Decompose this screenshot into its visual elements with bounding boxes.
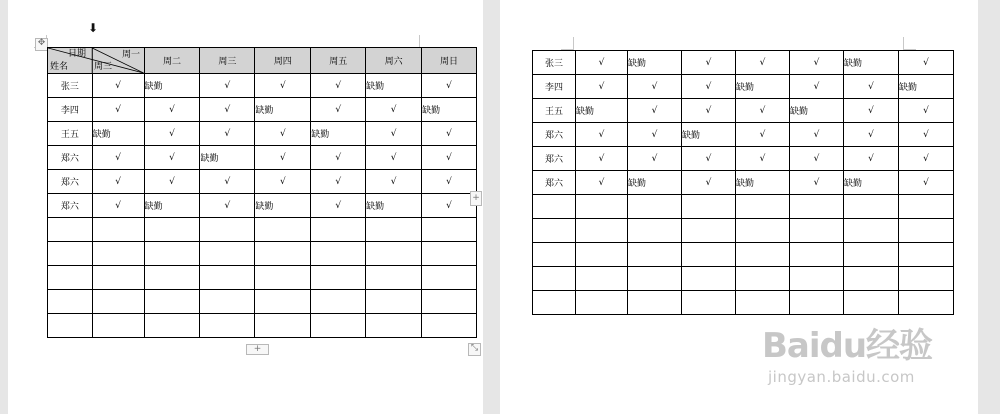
attendance-cell[interactable]: 缺勤 (628, 51, 682, 75)
margin-corner-top-right (903, 37, 916, 50)
attendance-cell[interactable]: √ (311, 194, 366, 218)
empty-cell[interactable] (366, 290, 422, 314)
empty-row (533, 243, 954, 267)
empty-cell[interactable] (48, 314, 93, 338)
empty-row (48, 218, 477, 242)
attendance-cell[interactable]: √ (144, 122, 200, 146)
empty-cell[interactable] (576, 219, 628, 243)
empty-cell[interactable] (533, 291, 576, 315)
attendance-cell[interactable]: 缺勤 (422, 98, 477, 122)
attendance-cell[interactable]: √ (576, 51, 628, 75)
empty-cell[interactable] (899, 195, 954, 219)
empty-cell[interactable] (533, 195, 576, 219)
empty-cell[interactable] (844, 291, 899, 315)
attendance-cell[interactable]: √ (628, 75, 682, 99)
name-cell[interactable]: 王五 (48, 122, 93, 146)
empty-cell[interactable] (736, 267, 790, 291)
empty-cell[interactable] (311, 290, 366, 314)
header-name-label: 姓名 (50, 62, 69, 72)
attendance-table-right (532, 50, 954, 315)
attendance-cell[interactable]: √ (844, 75, 899, 99)
empty-cell[interactable] (92, 290, 144, 314)
attendance-cell[interactable]: 缺勤 (899, 75, 954, 99)
table-move-handle-icon[interactable]: ✥ (35, 38, 48, 51)
empty-cell[interactable] (844, 195, 899, 219)
name-cell[interactable]: 郑六 (48, 146, 93, 170)
attendance-cell[interactable]: √ (628, 123, 682, 147)
table-row (533, 147, 954, 171)
empty-cell[interactable] (422, 290, 477, 314)
name-cell[interactable]: 郑六 (48, 194, 93, 218)
attendance-cell[interactable]: √ (736, 51, 790, 75)
name-cell[interactable]: 王五 (533, 99, 576, 123)
attendance-cell[interactable]: √ (255, 146, 311, 170)
attendance-cell[interactable]: 缺勤 (366, 74, 422, 98)
header-day-cell[interactable]: 周日 (422, 48, 477, 74)
attendance-cell[interactable]: √ (255, 74, 311, 98)
attendance-cell[interactable]: √ (366, 146, 422, 170)
attendance-cell[interactable]: √ (92, 98, 144, 122)
empty-cell[interactable] (628, 195, 682, 219)
header-day-cell[interactable]: 周六 (366, 48, 422, 74)
empty-row (533, 291, 954, 315)
attendance-cell[interactable]: 缺勤 (92, 122, 144, 146)
attendance-cell[interactable]: √ (255, 122, 311, 146)
attendance-cell[interactable]: √ (144, 98, 200, 122)
table-row (533, 75, 954, 99)
empty-cell[interactable] (576, 243, 628, 267)
attendance-cell[interactable]: 缺勤 (790, 99, 844, 123)
attendance-cell[interactable]: 缺勤 (736, 171, 790, 195)
empty-cell[interactable] (844, 267, 899, 291)
attendance-cell[interactable]: √ (92, 74, 144, 98)
attendance-cell[interactable]: √ (682, 51, 736, 75)
attendance-cell[interactable]: √ (311, 74, 366, 98)
attendance-cell[interactable]: √ (844, 99, 899, 123)
attendance-cell[interactable]: √ (736, 147, 790, 171)
attendance-cell[interactable]: √ (736, 123, 790, 147)
empty-cell[interactable] (366, 218, 422, 242)
empty-cell[interactable] (144, 266, 200, 290)
empty-cell[interactable] (899, 219, 954, 243)
margin-corner-top-left (561, 37, 574, 50)
attendance-cell[interactable]: 缺勤 (844, 171, 899, 195)
attendance-cell[interactable]: √ (790, 123, 844, 147)
attendance-cell[interactable]: √ (899, 99, 954, 123)
attendance-cell[interactable]: √ (790, 171, 844, 195)
empty-cell[interactable] (736, 243, 790, 267)
attendance-cell[interactable]: √ (144, 146, 200, 170)
name-cell[interactable]: 张三 (48, 74, 93, 98)
empty-row (48, 290, 477, 314)
empty-cell[interactable] (422, 218, 477, 242)
header-day-cell[interactable]: 周二 (144, 48, 200, 74)
attendance-cell[interactable]: 缺勤 (200, 146, 255, 170)
table-row (48, 74, 477, 98)
empty-cell[interactable] (311, 218, 366, 242)
empty-cell[interactable] (790, 267, 844, 291)
attendance-cell[interactable]: √ (200, 74, 255, 98)
empty-cell[interactable] (92, 266, 144, 290)
empty-cell[interactable] (92, 242, 144, 266)
empty-cell[interactable] (48, 266, 93, 290)
empty-cell[interactable] (899, 243, 954, 267)
empty-cell[interactable] (736, 219, 790, 243)
attendance-cell[interactable]: √ (790, 75, 844, 99)
attendance-cell[interactable]: √ (422, 146, 477, 170)
name-cell[interactable]: 郑六 (533, 147, 576, 171)
header-monday-label: 周一 (122, 50, 141, 60)
empty-cell[interactable] (255, 266, 311, 290)
table-header-row (48, 48, 477, 74)
empty-cell[interactable] (899, 267, 954, 291)
document-page-right (500, 0, 978, 414)
empty-cell[interactable] (533, 267, 576, 291)
empty-row (48, 242, 477, 266)
column-select-arrow-icon[interactable]: ⬇ (88, 21, 99, 35)
empty-cell[interactable] (736, 195, 790, 219)
name-cell[interactable]: 郑六 (533, 123, 576, 147)
add-row-button[interactable]: + (246, 344, 269, 355)
attendance-cell[interactable]: √ (422, 170, 477, 194)
attendance-cell[interactable]: 缺勤 (628, 171, 682, 195)
empty-row (48, 314, 477, 338)
empty-cell[interactable] (682, 267, 736, 291)
attendance-cell[interactable]: 缺勤 (311, 122, 366, 146)
diagonal-header-cell[interactable] (48, 48, 145, 74)
empty-cell[interactable] (736, 291, 790, 315)
empty-cell[interactable] (311, 242, 366, 266)
empty-cell[interactable] (682, 195, 736, 219)
attendance-cell[interactable]: √ (899, 123, 954, 147)
attendance-cell[interactable]: √ (200, 98, 255, 122)
attendance-cell[interactable]: √ (366, 122, 422, 146)
empty-cell[interactable] (311, 266, 366, 290)
attendance-cell[interactable]: 缺勤 (144, 194, 200, 218)
table-row (48, 146, 477, 170)
header-date-label: 日期 (68, 49, 87, 59)
attendance-cell[interactable]: √ (844, 123, 899, 147)
name-cell[interactable]: 郑六 (533, 171, 576, 195)
empty-cell[interactable] (200, 266, 255, 290)
empty-cell[interactable] (628, 243, 682, 267)
empty-cell[interactable] (144, 218, 200, 242)
attendance-cell[interactable]: √ (899, 51, 954, 75)
empty-cell[interactable] (422, 242, 477, 266)
empty-cell[interactable] (255, 218, 311, 242)
empty-cell[interactable] (682, 219, 736, 243)
attendance-cell[interactable]: 缺勤 (255, 98, 311, 122)
empty-cell[interactable] (576, 195, 628, 219)
empty-cell[interactable] (790, 243, 844, 267)
baidu-jingyan-logo: Baidu经验 (762, 326, 933, 366)
empty-cell[interactable] (255, 242, 311, 266)
attendance-cell[interactable]: 缺勤 (844, 51, 899, 75)
empty-cell[interactable] (311, 314, 366, 338)
table-row (533, 99, 954, 123)
empty-cell[interactable] (576, 291, 628, 315)
empty-cell[interactable] (200, 290, 255, 314)
table-resize-handle-icon[interactable]: ⤡ (468, 343, 481, 356)
name-cell[interactable]: 李四 (533, 75, 576, 99)
add-column-button[interactable]: + (470, 191, 482, 206)
table-row (48, 194, 477, 218)
attendance-cell[interactable]: √ (899, 147, 954, 171)
attendance-cell[interactable]: 缺勤 (736, 75, 790, 99)
attendance-cell[interactable]: √ (628, 147, 682, 171)
table-row (48, 122, 477, 146)
table-row (533, 51, 954, 75)
empty-row (48, 266, 477, 290)
empty-cell[interactable] (628, 291, 682, 315)
header-day-cell[interactable]: 周四 (255, 48, 311, 74)
header-wednesday-label: 周三 (94, 62, 113, 72)
attendance-cell[interactable]: √ (200, 194, 255, 218)
name-cell[interactable]: 张三 (533, 51, 576, 75)
name-cell[interactable]: 郑六 (48, 170, 93, 194)
empty-cell[interactable] (366, 242, 422, 266)
name-cell[interactable]: 李四 (48, 98, 93, 122)
empty-cell[interactable] (790, 195, 844, 219)
empty-row (533, 219, 954, 243)
attendance-cell[interactable]: √ (311, 170, 366, 194)
empty-cell[interactable] (92, 314, 144, 338)
attendance-cell[interactable]: √ (682, 75, 736, 99)
attendance-cell[interactable]: √ (200, 122, 255, 146)
empty-cell[interactable] (790, 291, 844, 315)
attendance-cell[interactable]: √ (92, 146, 144, 170)
empty-cell[interactable] (628, 267, 682, 291)
watermark-url: jingyan.baidu.com (768, 368, 915, 386)
empty-cell[interactable] (844, 219, 899, 243)
attendance-cell[interactable]: 缺勤 (576, 99, 628, 123)
empty-cell[interactable] (200, 218, 255, 242)
empty-cell[interactable] (899, 291, 954, 315)
empty-cell[interactable] (422, 314, 477, 338)
empty-cell[interactable] (255, 314, 311, 338)
document-page-left (8, 0, 483, 414)
attendance-cell[interactable]: √ (576, 147, 628, 171)
empty-cell[interactable] (255, 290, 311, 314)
attendance-cell[interactable]: 缺勤 (682, 123, 736, 147)
attendance-cell[interactable]: √ (92, 194, 144, 218)
attendance-cell[interactable]: √ (790, 147, 844, 171)
attendance-cell[interactable]: √ (682, 147, 736, 171)
attendance-cell[interactable]: 缺勤 (255, 194, 311, 218)
attendance-cell[interactable]: √ (844, 147, 899, 171)
attendance-cell[interactable]: √ (255, 170, 311, 194)
attendance-cell[interactable]: √ (682, 99, 736, 123)
table-row (533, 171, 954, 195)
attendance-cell[interactable]: √ (628, 99, 682, 123)
attendance-cell[interactable]: √ (422, 74, 477, 98)
attendance-cell[interactable]: √ (576, 75, 628, 99)
empty-cell[interactable] (48, 218, 93, 242)
empty-cell[interactable] (366, 266, 422, 290)
attendance-cell[interactable]: √ (790, 51, 844, 75)
attendance-cell[interactable]: 缺勤 (366, 194, 422, 218)
empty-cell[interactable] (48, 242, 93, 266)
empty-cell[interactable] (682, 243, 736, 267)
empty-cell[interactable] (533, 219, 576, 243)
empty-cell[interactable] (92, 218, 144, 242)
empty-row (533, 267, 954, 291)
empty-cell[interactable] (790, 219, 844, 243)
attendance-table-left (47, 47, 477, 338)
empty-cell[interactable] (576, 267, 628, 291)
attendance-cell[interactable]: √ (736, 99, 790, 123)
empty-cell[interactable] (366, 314, 422, 338)
attendance-cell[interactable]: √ (422, 194, 477, 218)
empty-cell[interactable] (144, 314, 200, 338)
table-row (533, 123, 954, 147)
attendance-cell[interactable]: √ (366, 170, 422, 194)
empty-cell[interactable] (628, 219, 682, 243)
empty-cell[interactable] (844, 243, 899, 267)
empty-cell[interactable] (144, 290, 200, 314)
attendance-cell[interactable]: √ (422, 122, 477, 146)
empty-cell[interactable] (48, 290, 93, 314)
attendance-cell[interactable]: √ (92, 170, 144, 194)
attendance-cell[interactable]: √ (576, 123, 628, 147)
attendance-cell[interactable]: √ (682, 171, 736, 195)
empty-cell[interactable] (682, 291, 736, 315)
header-day-cell[interactable]: 周三 (200, 48, 255, 74)
attendance-cell[interactable]: 缺勤 (144, 74, 200, 98)
attendance-cell[interactable]: √ (576, 171, 628, 195)
attendance-cell[interactable]: √ (366, 98, 422, 122)
empty-cell[interactable] (200, 242, 255, 266)
header-day-cell[interactable]: 周五 (311, 48, 366, 74)
attendance-cell[interactable]: √ (311, 98, 366, 122)
empty-cell[interactable] (200, 314, 255, 338)
empty-cell[interactable] (533, 243, 576, 267)
attendance-cell[interactable]: √ (311, 146, 366, 170)
attendance-cell[interactable]: √ (899, 171, 954, 195)
empty-cell[interactable] (422, 266, 477, 290)
table-row (48, 170, 477, 194)
empty-row (533, 195, 954, 219)
table-row (48, 98, 477, 122)
empty-cell[interactable] (144, 242, 200, 266)
attendance-cell[interactable]: √ (144, 170, 200, 194)
attendance-cell[interactable]: √ (200, 170, 255, 194)
